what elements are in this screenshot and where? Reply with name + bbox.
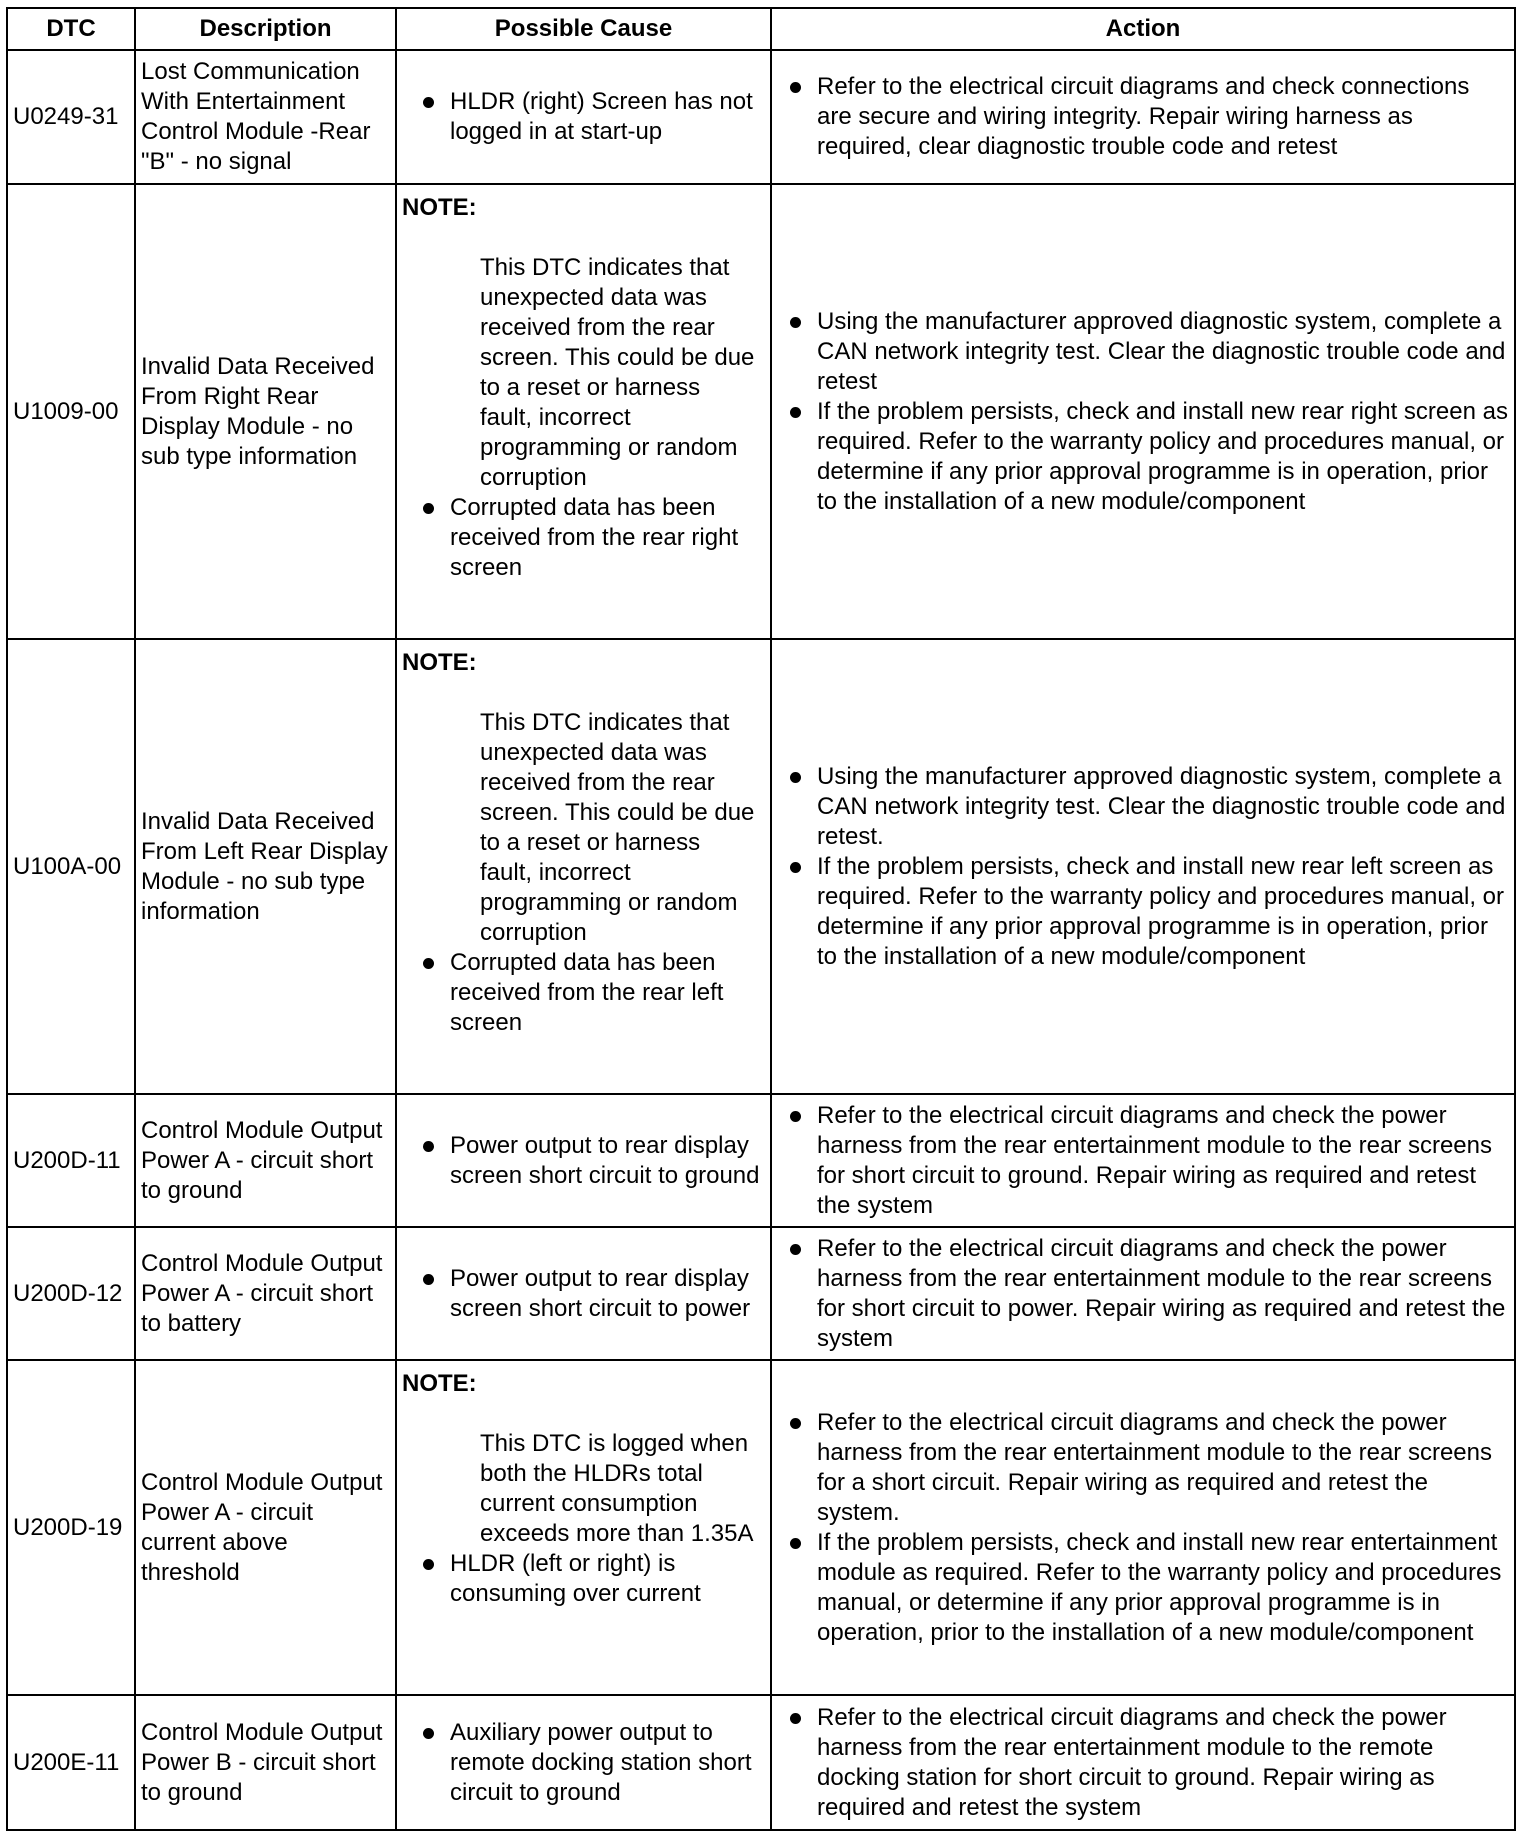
action-bullet: Refer to the electrical circuit diagrams and check connections are secure and wiring integrity. Repair wiring harness as required, clear diagnostic trouble code and retest [777, 72, 1509, 162]
action [771, 1227, 1515, 1360]
note-label: NOTE: [402, 194, 477, 221]
dtc-description: Lost Communication With Entertainment Control Module -Rear "B" - no signal [135, 50, 396, 184]
header-row [7, 8, 1515, 50]
table-row [7, 1360, 1515, 1695]
possible-cause [396, 50, 771, 184]
dtc-table [6, 7, 1516, 1831]
possible-cause [396, 1227, 771, 1360]
action-bullet: Using the manufacturer approved diagnostic system, complete a CAN network integrity test. Clear the diagnostic trouble code and retest. [777, 762, 1509, 852]
action [771, 50, 1515, 184]
header-description: Description [135, 8, 396, 50]
action [771, 1094, 1515, 1227]
dtc-code: U200D-19 [7, 1360, 135, 1695]
table-row [7, 639, 1515, 1094]
cause-bullet: HLDR (left or right) is consuming over current [402, 1549, 765, 1609]
possible-cause [396, 184, 771, 639]
action-bullet: Refer to the electrical circuit diagrams and check the power harness from the rear entertainment module to the rear screens for short circuit to power. Repair wiring as required and retest the system [777, 1234, 1509, 1354]
action [771, 1695, 1515, 1830]
cause-bullet: Corrupted data has been received from the rear right screen [402, 493, 765, 583]
header-dtc: DTC [7, 8, 135, 50]
action-bullet: If the problem persists, check and install new rear right screen as required. Refer to the warranty policy and procedures manual, or determine if any prior approval programme is in operation, prior to the installation of a new module/component [777, 397, 1509, 517]
dtc-description: Invalid Data Received From Right Rear Display Module - no sub type information [135, 184, 396, 639]
cause-bullet: Corrupted data has been received from the rear left screen [402, 948, 765, 1038]
cause-bullet: Auxiliary power output to remote docking station short circuit to ground [402, 1718, 765, 1808]
action-bullet: Refer to the electrical circuit diagrams and check the power harness from the rear entertainment module to the remote docking station for short circuit to ground. Repair wiring as required and retest the system [777, 1703, 1509, 1823]
action [771, 1360, 1515, 1695]
table-row [7, 1227, 1515, 1360]
table-row [7, 1695, 1515, 1830]
possible-cause [396, 639, 771, 1094]
dtc-code: U200D-11 [7, 1094, 135, 1227]
note-label: NOTE: [402, 649, 477, 676]
note-label: NOTE: [402, 1370, 477, 1397]
header-possible-cause: Possible Cause [396, 8, 771, 50]
cause-bullet: Power output to rear display screen short circuit to ground [402, 1131, 765, 1191]
table-row [7, 1094, 1515, 1227]
action-bullet: Refer to the electrical circuit diagrams and check the power harness from the rear entertainment module to the rear screens for short circuit to ground. Repair wiring as required and retest the system [777, 1101, 1509, 1221]
action-bullet: If the problem persists, check and install new rear left screen as required. Refer to the warranty policy and procedures manual, or determine if any prior approval programme is in operation, prior to the installation of a new module/component [777, 852, 1509, 972]
note-text: This DTC indicates that unexpected data was received from the rear screen. This could be due to a reset or harness fault, incorrect programming or random corruption [480, 709, 755, 946]
action-bullet: Using the manufacturer approved diagnostic system, complete a CAN network integrity test. Clear the diagnostic trouble code and retest [777, 307, 1509, 397]
action [771, 184, 1515, 639]
action-bullet: Refer to the electrical circuit diagrams and check the power harness from the rear entertainment module to the rear screens for a short circuit. Repair wiring as required and retest the system. [777, 1408, 1509, 1528]
dtc-description: Control Module Output Power A - circuit current above threshold [135, 1360, 396, 1695]
action-bullet: If the problem persists, check and install new rear entertainment module as required. Refer to the warranty policy and procedures manual, or determine if any prior approval programme is in operation, prior to the installation of a new module/component [777, 1528, 1509, 1648]
note-text: This DTC indicates that unexpected data was received from the rear screen. This could be due to a reset or harness fault, incorrect programming or random corruption [480, 254, 755, 491]
possible-cause [396, 1695, 771, 1830]
dtc-code: U200D-12 [7, 1227, 135, 1360]
table-row [7, 184, 1515, 639]
dtc-description: Invalid Data Received From Left Rear Display Module - no sub type information [135, 639, 396, 1094]
possible-cause [396, 1360, 771, 1695]
table-row [7, 50, 1515, 184]
header-action: Action [771, 8, 1515, 50]
cause-bullet: Power output to rear display screen short circuit to power [402, 1264, 765, 1324]
note-text: This DTC is logged when both the HLDRs total current consumption exceeds more than 1.35A [480, 1430, 754, 1547]
dtc-code: U0249-31 [7, 50, 135, 184]
possible-cause [396, 1094, 771, 1227]
dtc-code: U100A-00 [7, 639, 135, 1094]
dtc-code: U200E-11 [7, 1695, 135, 1830]
dtc-description: Control Module Output Power B - circuit short to ground [135, 1695, 396, 1830]
dtc-description: Control Module Output Power A - circuit short to ground [135, 1094, 396, 1227]
dtc-description: Control Module Output Power A - circuit short to battery [135, 1227, 396, 1360]
cause-bullet: HLDR (right) Screen has not logged in at start-up [402, 87, 765, 147]
action [771, 639, 1515, 1094]
dtc-code: U1009-00 [7, 184, 135, 639]
